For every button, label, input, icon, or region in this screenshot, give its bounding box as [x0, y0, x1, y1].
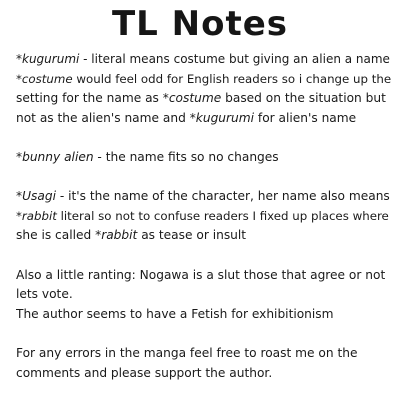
- page-title: TL Notes: [111, 4, 289, 44]
- note-text: literal so not to confuse readers I fixed up places where: [56, 208, 389, 223]
- paragraph-gap: [16, 324, 392, 344]
- note-usagi-line-3: [16, 226, 392, 246]
- closing-line-1: For any errors in the manga feel free to roast me on the: [16, 345, 358, 360]
- note-text: based on the situation but: [221, 91, 386, 106]
- note-kugurumi-line-4: [16, 109, 392, 129]
- note-text: for alien's name: [254, 110, 357, 125]
- rant-line-1: Also a little ranting: Nogawa is a slut those that agree or not: [16, 267, 386, 282]
- notes-body: [16, 50, 392, 383]
- note-text: - literal means costume but giving an alien a name: [79, 52, 390, 66]
- note-text: - it's the name of the character, her name also means: [55, 189, 390, 204]
- note-usagi-line-2: [16, 207, 392, 227]
- rant-line-2: lets vote.: [16, 287, 73, 302]
- note-text: would feel odd for English readers so i change up the: [72, 71, 392, 86]
- note-kugurumi-line-2: [16, 70, 392, 90]
- paragraph-gap: [16, 246, 392, 266]
- term-bunny-alien: *bunny alien: [16, 149, 94, 164]
- term-costume: *costume: [162, 91, 222, 106]
- term-costume: *costume: [16, 71, 73, 86]
- rant-line-3: The author seems to have a Fetish for exhibitionism: [16, 306, 334, 321]
- note-text: as tease or insult: [137, 228, 247, 243]
- paragraph-gap: [16, 168, 392, 188]
- term-kugurumi: *kugurumi: [16, 52, 80, 66]
- note-bunny-alien-line-1: [16, 148, 392, 168]
- term-rabbit: *rabbit: [16, 208, 57, 223]
- note-kugurumi-line-1: [16, 50, 392, 70]
- term-kugurumi: *kugurumi: [189, 110, 255, 125]
- paragraph-gap: [16, 128, 392, 148]
- note-usagi-line-1: [16, 187, 392, 207]
- closing-line-2: comments and please support the author.: [16, 365, 273, 380]
- term-rabbit: *rabbit: [95, 228, 138, 243]
- note-text: she is called: [16, 228, 96, 243]
- note-kugurumi-line-3: [16, 89, 392, 109]
- note-text: - the name fits so no changes: [93, 149, 279, 164]
- note-text: not as the alien's name and: [16, 110, 190, 125]
- term-usagi: *Usagi: [16, 189, 56, 204]
- note-text: setting for the name as: [16, 91, 163, 106]
